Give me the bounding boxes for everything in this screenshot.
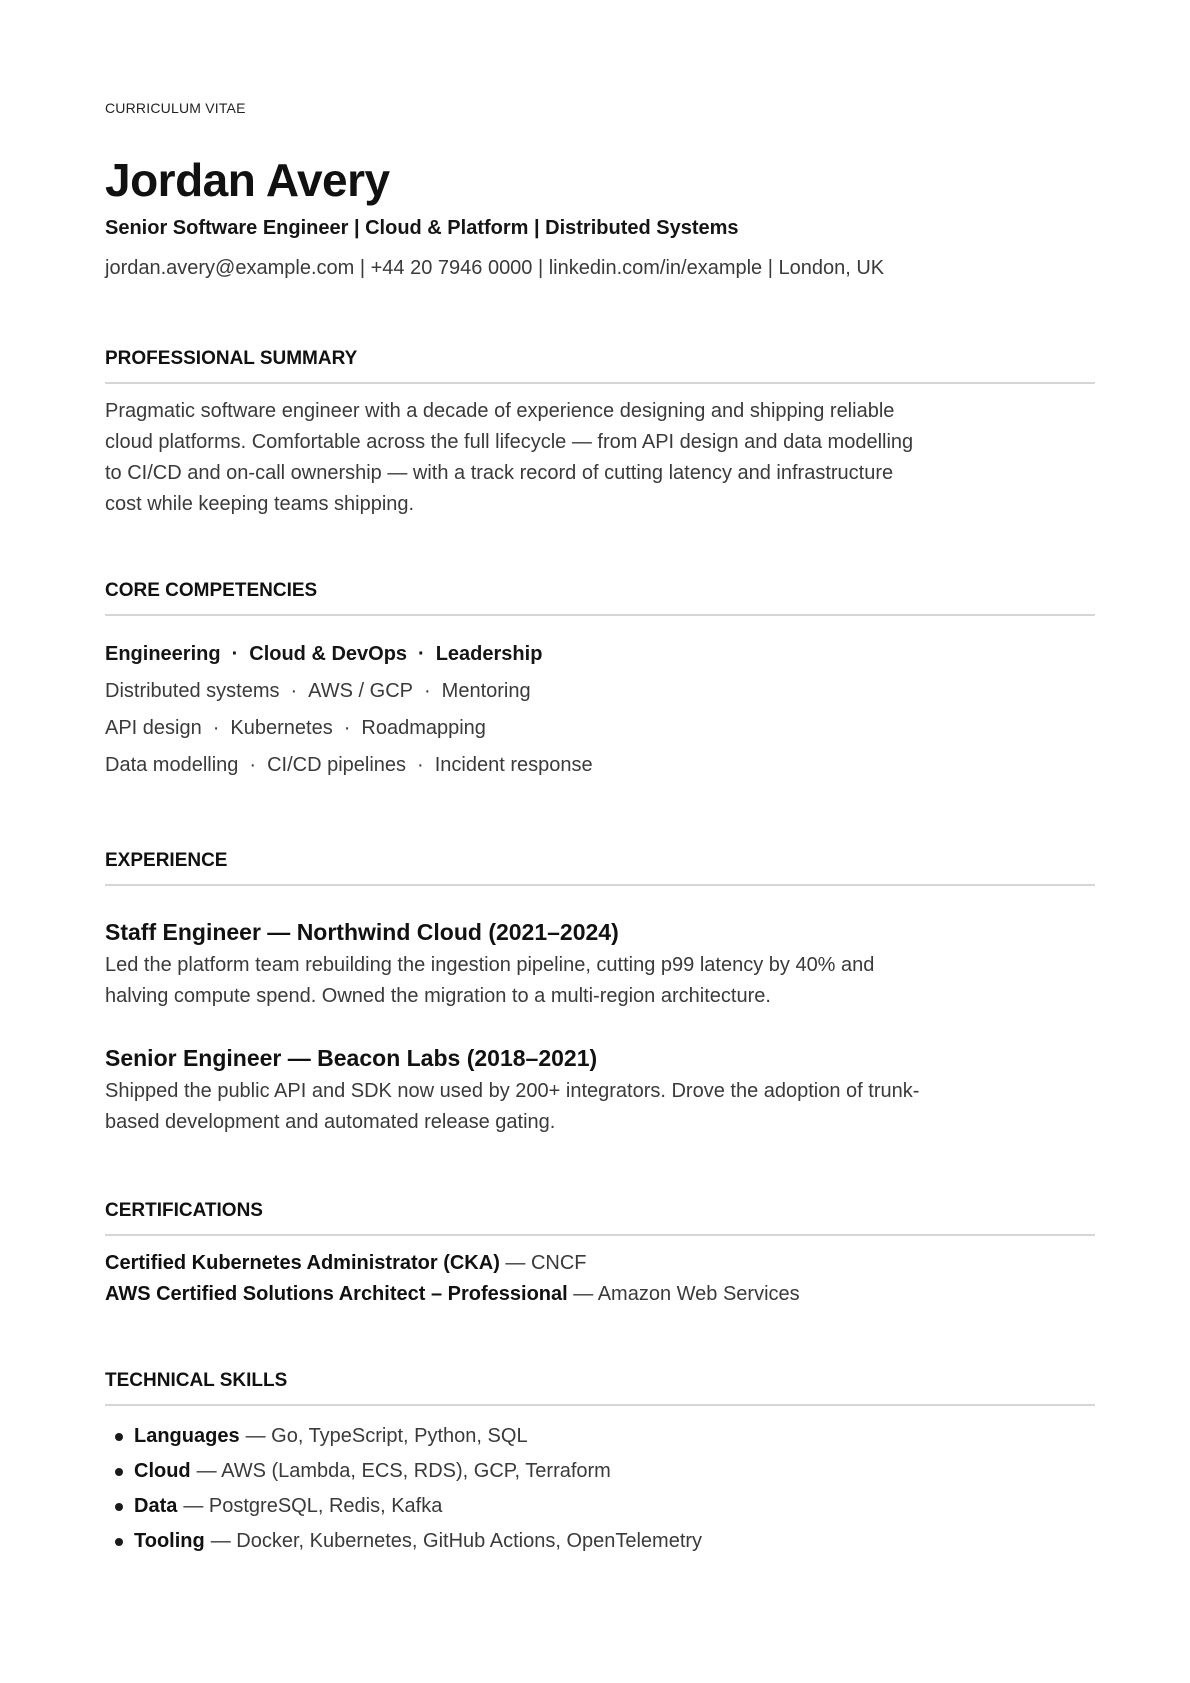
competency-item: Leadership — [435, 643, 543, 665]
section-heading-skills: TECHNICAL SKILLS — [105, 1370, 288, 1391]
certification-name: Certified Kubernetes Administrator (CKA) — [105, 1252, 500, 1274]
bullet-icon — [115, 1433, 123, 1441]
competency-item: Incident response — [434, 754, 593, 776]
certification-issuer: — CNCF — [505, 1252, 587, 1274]
bullet-icon — [115, 1538, 123, 1546]
competency-item: AWS / GCP — [308, 680, 413, 702]
job-title: Staff Engineer — Northwind Cloud (2021–2024) — [105, 919, 619, 945]
section-heading-competencies: CORE COMPETENCIES — [105, 580, 318, 601]
competency-separator: · — [343, 717, 351, 739]
competency-item: Mentoring — [441, 680, 531, 702]
skill-label: Cloud — [134, 1460, 191, 1482]
certification-item — [105, 1252, 587, 1275]
competency-separator: · — [249, 754, 257, 776]
job-title: Senior Engineer — Beacon Labs (2018–2021) — [105, 1045, 598, 1071]
skill-label: Tooling — [134, 1530, 205, 1552]
document-kicker: CURRICULUM VITAE — [105, 100, 246, 116]
job-description: Led the platform team rebuilding the ingestion pipeline, cutting p99 latency by 40% and halving compute spend. Owned the migration to a multi-region architecture. — [105, 954, 875, 1007]
section-divider — [105, 884, 1095, 886]
skill-item — [105, 1489, 702, 1524]
competency-item: API design — [105, 717, 202, 739]
competency-row — [105, 636, 593, 673]
competency-item: Kubernetes — [230, 717, 333, 739]
competency-row — [105, 710, 593, 747]
section-divider — [105, 382, 1095, 384]
skill-item — [105, 1419, 702, 1454]
competency-row — [105, 747, 593, 784]
certification-item — [105, 1283, 800, 1306]
competency-item: Engineering — [105, 643, 221, 665]
skill-value: — Go, TypeScript, Python, SQL — [245, 1425, 528, 1447]
competency-separator: · — [290, 680, 298, 702]
contact-line: jordan.avery@example.com | +44 20 7946 0000 | linkedin.com/in/example | London, UK — [105, 257, 885, 279]
competency-item: Distributed systems — [105, 680, 280, 702]
skill-item — [105, 1454, 702, 1489]
summary-text: Pragmatic software engineer with a decade of experience designing and shipping reliable cloud platforms. Comfortable across the full lifecycle — from API design and data modelling to CI/CD and on-call ownership — with a track record of cutting latency and infrastructure cost while keeping teams shipping. — [105, 400, 914, 515]
certification-name: AWS Certified Solutions Architect – Professional — [105, 1283, 568, 1305]
section-divider — [105, 1234, 1095, 1236]
skill-item — [105, 1524, 702, 1559]
competencies-grid — [105, 636, 593, 784]
skill-value: — AWS (Lambda, ECS, RDS), GCP, Terraform — [196, 1460, 611, 1482]
competency-separator: · — [212, 717, 220, 739]
candidate-headline: Senior Software Engineer | Cloud & Platform | Distributed Systems — [105, 217, 739, 239]
competency-separator: · — [418, 643, 425, 665]
competency-separator: · — [424, 680, 431, 702]
skill-value: — Docker, Kubernetes, GitHub Actions, OpenTelemetry — [210, 1530, 703, 1552]
section-divider — [105, 1404, 1095, 1406]
competency-row — [105, 673, 593, 710]
competency-separator: · — [417, 754, 424, 776]
section-heading-summary: PROFESSIONAL SUMMARY — [105, 348, 358, 369]
skill-label: Languages — [134, 1425, 240, 1447]
section-heading-certifications: CERTIFICATIONS — [105, 1200, 263, 1221]
skill-value: — PostgreSQL, Redis, Kafka — [183, 1495, 443, 1517]
competency-separator: · — [231, 643, 239, 665]
bullet-icon — [115, 1503, 123, 1511]
certification-issuer: — Amazon Web Services — [573, 1283, 800, 1305]
competency-item: Data modelling — [105, 754, 239, 776]
competency-item: Cloud & DevOps — [249, 643, 408, 665]
section-divider — [105, 614, 1095, 616]
job-description: Shipped the public API and SDK now used by 200+ integrators. Drove the adoption of trunk-based development and automated release gating. — [105, 1080, 920, 1133]
skills-list — [105, 1419, 702, 1559]
bullet-icon — [115, 1468, 123, 1476]
skill-label: Data — [134, 1495, 178, 1517]
candidate-name: Jordan Avery — [105, 154, 390, 206]
competency-item: CI/CD pipelines — [267, 754, 407, 776]
competency-item: Roadmapping — [361, 717, 486, 739]
section-heading-experience: EXPERIENCE — [105, 850, 228, 871]
